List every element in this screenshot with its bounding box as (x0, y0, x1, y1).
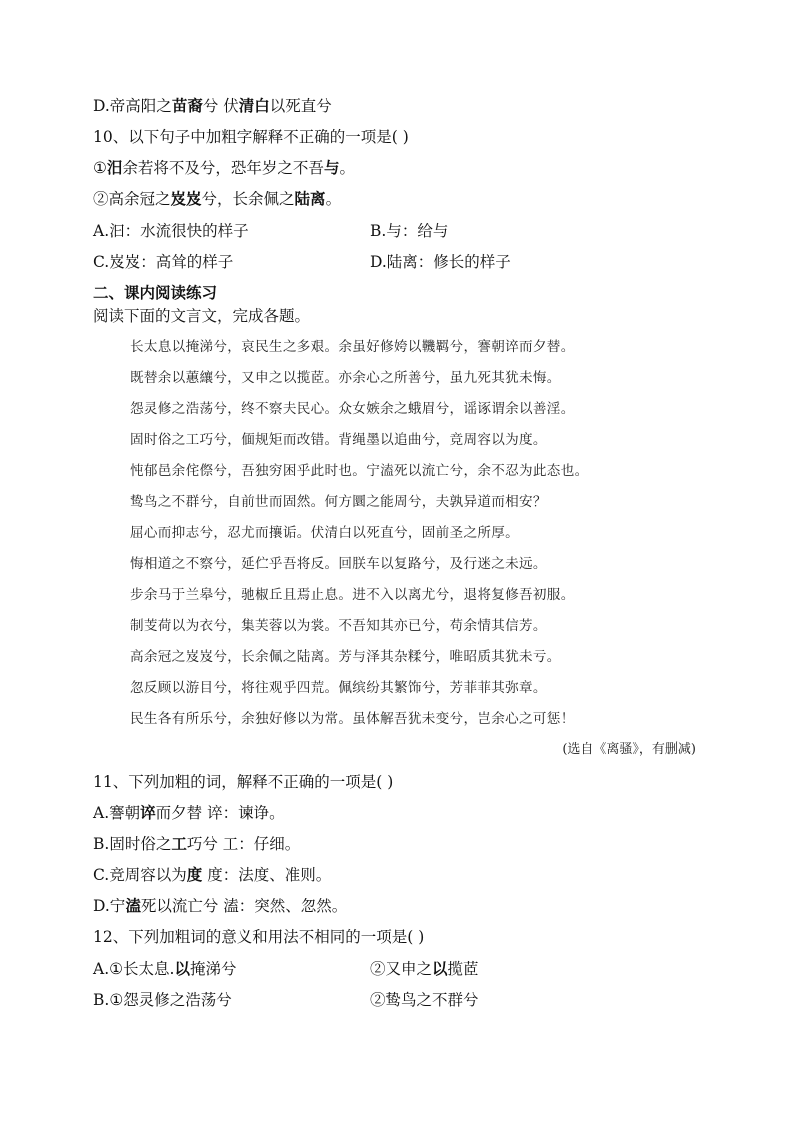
passage-line: 民生各有所乐兮，余独好修以为常。虽体解吾犹未变兮，岂余心之可惩！ (130, 711, 575, 727)
q9-option-d-text: D.帝高阳之 (93, 97, 172, 115)
q11-option-a (93, 802, 285, 824)
q9-option-d-bold-2: 清白 (238, 96, 270, 115)
q12-option-b1: B.①怨灵修之浩荡兮 (93, 991, 232, 1009)
q10-stem: 10、以下句子中加粗字解释不正确的一项是( ) (93, 128, 409, 146)
q11-a-post: 而夕替 谇：谏诤。 (155, 804, 285, 822)
q12-a2-bold: 以 (432, 959, 448, 978)
q10-sentence-1 (93, 157, 355, 179)
q11-c-post: 度：法度、准则。 (202, 866, 332, 884)
q10-s1-mid: 余若将不及兮，恐年岁之不吾 (122, 159, 324, 177)
q10-option-d: D.陆离：修长的样子 (370, 253, 511, 271)
q10-option-a: A.汩：水流很快的样子 (93, 222, 249, 240)
q10-option-b: B.与：给与 (370, 222, 449, 240)
q10-s2-bold-1: 岌岌 (170, 189, 202, 208)
q11-a-bold: 谇 (140, 803, 156, 822)
q10-options-ab (93, 220, 249, 242)
q10-s1-bold-2: 与 (323, 158, 340, 177)
passage-line: 忽反顾以游目兮，将往观乎四荒。佩缤纷其繁饰兮，芳菲菲其弥章。 (130, 680, 547, 696)
q12-a2-pre: ②又申之 (370, 960, 433, 978)
q11-b-post: 巧兮 工：仔细。 (186, 835, 301, 853)
q11-d-post: 死以流亡兮 溘：突然、忽然。 (140, 897, 348, 915)
q12-a1-bold: 以 (174, 959, 190, 978)
passage-line: 怨灵修之浩荡兮，终不察夫民心。众女嫉余之蛾眉兮，谣诼谓余以善淫。 (130, 401, 575, 417)
q12-a1-pre: A.①长太息. (93, 960, 175, 978)
passage-line: 高余冠之岌岌兮，长余佩之陆离。芳与泽其杂糅兮，唯昭质其犹未亏。 (130, 649, 561, 665)
q12-a1-post: 掩涕兮 (189, 960, 237, 978)
q9-option-d-text-3: 以死直兮 (269, 97, 332, 115)
passage-line: 制芰荷以为衣兮，集芙蓉以为裳。不吾知其亦已兮，苟余情其信芳。 (130, 618, 547, 634)
q9-option-d-text-2: 兮 伏 (202, 97, 239, 115)
q9-option-d (93, 95, 332, 117)
q11-c-pre: C.竞周容以为 (93, 866, 187, 884)
q12-option-a2 (370, 958, 479, 980)
q11-stem: 11、下列加粗的词，解释不正确的一项是( ) (93, 773, 394, 791)
q10-sentence-2 (93, 188, 341, 210)
q12-option-a1 (93, 958, 236, 980)
passage-line: 鸷鸟之不群兮，自前世而固然。何方圜之能周兮，夫孰异道而相安？ (130, 494, 547, 510)
q10-s1-pre: ① (93, 159, 107, 177)
q12-stem: 12、下列加粗词的意义和用法不相同的一项是( ) (93, 928, 425, 946)
q12-a2-post: 揽茝 (447, 960, 479, 978)
q11-d-bold: 溘 (125, 896, 141, 915)
passage-line: 长太息以掩涕兮，哀民生之多艰。余虽好修姱以鞿羁兮，謇朝谇而夕替。 (130, 339, 575, 355)
passage-line: 屈心而抑志兮，忍尤而攘诟。伏清白以死直兮，固前圣之所厚。 (130, 525, 520, 541)
q10-s1-bold-1: 汨 (106, 158, 123, 177)
q10-option-c: C.岌岌：高耸的样子 (93, 253, 234, 271)
passage-line: 固时俗之工巧兮，偭规矩而改错。背绳墨以追曲兮，竞周容以为度。 (130, 432, 547, 448)
passage-line: 既替余以蕙纕兮，又申之以揽茝。亦余心之所善兮，虽九死其犹未悔。 (130, 370, 561, 386)
q11-a-pre: A.謇朝 (93, 804, 141, 822)
q10-s2-pre: ②高余冠之 (93, 190, 171, 208)
passage-line: 步余马于兰皋兮，驰椒丘且焉止息。进不入以离尤兮，退将复修吾初服。 (130, 587, 575, 603)
q11-b-pre: B.固时俗之 (93, 835, 172, 853)
q11-b-bold: 工 (171, 834, 187, 853)
q10-s1-post: 。 (339, 159, 355, 177)
q11-c-bold: 度 (186, 865, 203, 884)
q11-d-pre: D.宁 (93, 897, 126, 915)
passage-line: 忳郁邑余侘傺兮，吾独穷困乎此时也。宁溘死以流亡兮，余不忍为此态也。 (130, 463, 589, 479)
q10-s2-mid: 兮，长余佩之 (201, 190, 295, 208)
section-instruction: 阅读下面的文言文，完成各题。 (93, 307, 311, 325)
q12-option-b2: ②鸷鸟之不群兮 (370, 991, 479, 1009)
q10-s2-bold-2: 陆离 (294, 189, 326, 208)
passage-source: (选自《离骚》，有删减) (562, 742, 696, 757)
q10-s2-post: 。 (325, 190, 342, 208)
q11-option-c (93, 864, 331, 886)
q9-option-d-bold-1: 苗裔 (171, 96, 203, 115)
passage-line: 悔相道之不察兮，延伫乎吾将反。回朕车以复路兮，及行迷之未远。 (130, 556, 547, 572)
q11-option-b (93, 833, 300, 855)
section-heading: 二、课内阅读练习 (93, 283, 218, 302)
q11-option-d (93, 895, 347, 917)
